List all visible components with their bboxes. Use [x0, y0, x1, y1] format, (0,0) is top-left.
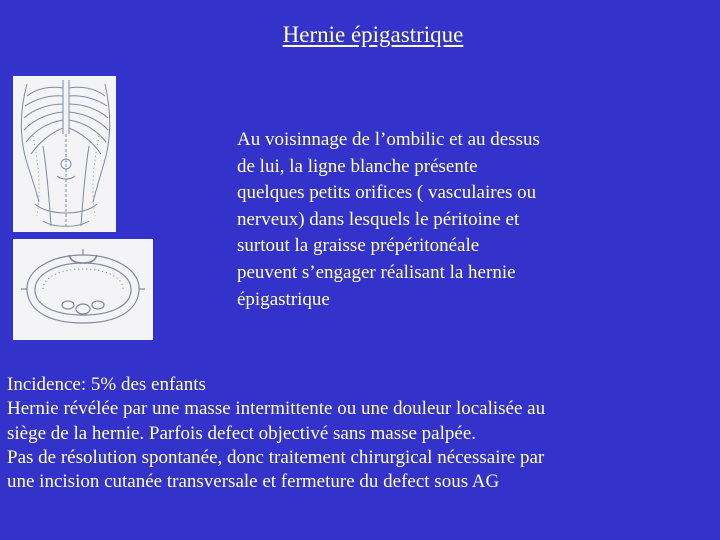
- description-line: Au voisinnage de l’ombilic et au dessus: [237, 129, 540, 150]
- description-line: épigastrique: [237, 288, 330, 310]
- description-line: quelques petits orifices ( vasculaires ou: [237, 182, 537, 204]
- description-line: surtout la graisse prépéritonéale: [237, 235, 480, 257]
- description-line: de lui, la ligne blanche présente: [237, 155, 478, 177]
- details-paragraph: [7, 373, 707, 494]
- details-line: Hernie révélée par une masse intermittente ou une douleur localisée au: [7, 398, 546, 420]
- slide-title: Hernie épigastrique: [282, 22, 464, 47]
- details-line: Pas de résolution spontanée, donc traitement chirurgical nécessaire par: [7, 446, 545, 468]
- details-line: siège de la hernie. Parfois defect objectivé sans masse palpée.: [7, 422, 477, 444]
- details-line: Incidence: 5% des enfants: [7, 374, 206, 395]
- description-line: peuvent s’engager réalisant la hernie: [237, 261, 516, 283]
- details-line: une incision cutanée transversale et fermeture du defect sous AG: [7, 471, 500, 493]
- abdominal-cross-section-drawing: [13, 239, 153, 340]
- description-paragraph: [237, 127, 637, 313]
- description-line: nerveux) dans lesquels le péritoine et: [237, 208, 520, 230]
- anatomy-torso-drawing: [13, 76, 116, 232]
